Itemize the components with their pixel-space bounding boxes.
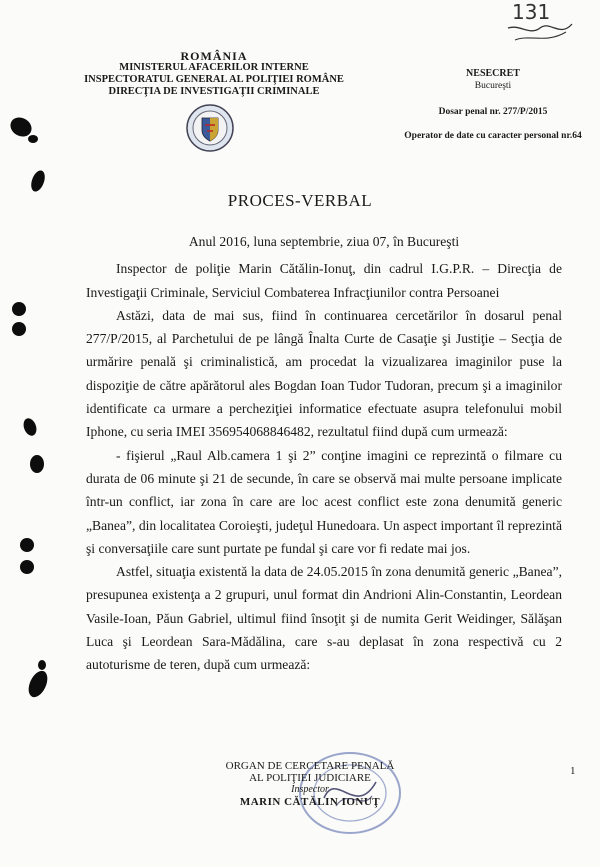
page-number: 1	[570, 765, 576, 777]
handwritten-scribble	[500, 18, 580, 48]
police-emblem-icon	[185, 103, 235, 153]
city-label: Bucureşti	[474, 81, 512, 91]
scan-blot	[30, 455, 44, 473]
punch-hole	[12, 302, 26, 316]
rank-label: Inspector	[291, 784, 329, 795]
date-line: Anul 2016, luna septembrie, ziua 07, în Bucureşti	[188, 234, 460, 249]
inspectorate-name: INSPECTORATUL GENERAL AL POLIŢIEI ROMÂNE	[84, 74, 344, 85]
document-title: PROCES-VERBAL	[227, 191, 373, 210]
scan-blot	[21, 416, 38, 437]
handwritten-number-text: 131	[512, 0, 551, 24]
classification-block	[398, 68, 588, 142]
scan-blot	[25, 668, 51, 700]
directorate-name: DIRECŢIA DE INVESTIGAŢII CRIMINALE	[108, 86, 320, 97]
punch-hole	[12, 322, 26, 336]
country-name: ROMÂNIA	[180, 49, 248, 63]
police-label: AL POLIŢIEI JUDICIARE	[249, 772, 371, 784]
paragraph-file-description: - fişierul „Raul Alb.camera 1 şi 2” conţine imagini ce reprezintă o filmare cu durata de 06 minute şi 21 de secunde, în care se observă mai multe persoane implicate într-un conflict, iar zona în care are loc acest conflict este zona denumită generic „Banea”, din localitatea Coroieşti, judeţul Hunedoara. Un aspect important îl reprezintă şi conversaţiile care sunt purtate pe fundal şi care vor fi redate mai jos.	[86, 447, 562, 556]
institution-header	[80, 50, 348, 98]
officer-name: MARIN CĂTĂLIN IONUŢ	[239, 796, 381, 808]
classification-label: NESECRET	[466, 68, 520, 79]
scan-blot	[38, 660, 46, 670]
punch-hole	[20, 538, 34, 552]
paragraph-investigator: Inspector de poliţie Marin Cătălin-Ionuţ, din cadrul I.G.P.R. – Direcţia de Investigaţii Criminale, Serviciul Combaterea Infracţiunilor contra Persoanei	[86, 261, 562, 300]
organ-label: ORGAN DE CERCETARE PENALĂ	[225, 760, 395, 772]
signature-block	[190, 760, 430, 808]
case-file-number: Dosar penal nr. 277/P/2015	[438, 107, 548, 117]
paragraph-procedure: Astăzi, data de mai sus, fiind în continuarea cercetărilor în dosarul penal 277/P/2015, al Parchetului de pe lângă Înalta Curte de Casaţie şi Justiţie – Secţia de urmărire penală şi criminalistică, am procedat la vizualizarea imaginilor puse la dispoziţie de către apărătorul ales Bogdan Ioan Tudor Tudoran, precum şi a imaginilor identificate ca urmare a percheziţiei informatice efectuate asupra telefonului mobil Iphone, cu seria IMEI 356954068846482, rezultatul fiind după cum urmează:	[86, 307, 562, 440]
scan-blot	[29, 169, 48, 194]
punch-hole	[20, 560, 34, 574]
scan-blot	[28, 135, 38, 143]
paragraph-situation: Astfel, situaţia existentă la data de 24.05.2015 în zona denumită generic „Banea”, presupunea existenţa a 2 grupuri, unul format din Andrioni Alin-Constantin, Leordean Vasile-Ioan, Păun Gabriel, ultimul fiind însoţit şi de numita Gerit Weidinger, Sălăşan Luca şi Leordean Sara-Mădălina, care s-au deplasat în zona respectivă cu 2 autoturisme de teren, după cum urmează:	[86, 564, 562, 673]
data-operator-number: Operator de date cu caracter personal nr.64	[404, 131, 582, 141]
ministry-name: MINISTERUL AFACERILOR INTERNE	[119, 62, 309, 73]
document-body	[86, 230, 562, 677]
